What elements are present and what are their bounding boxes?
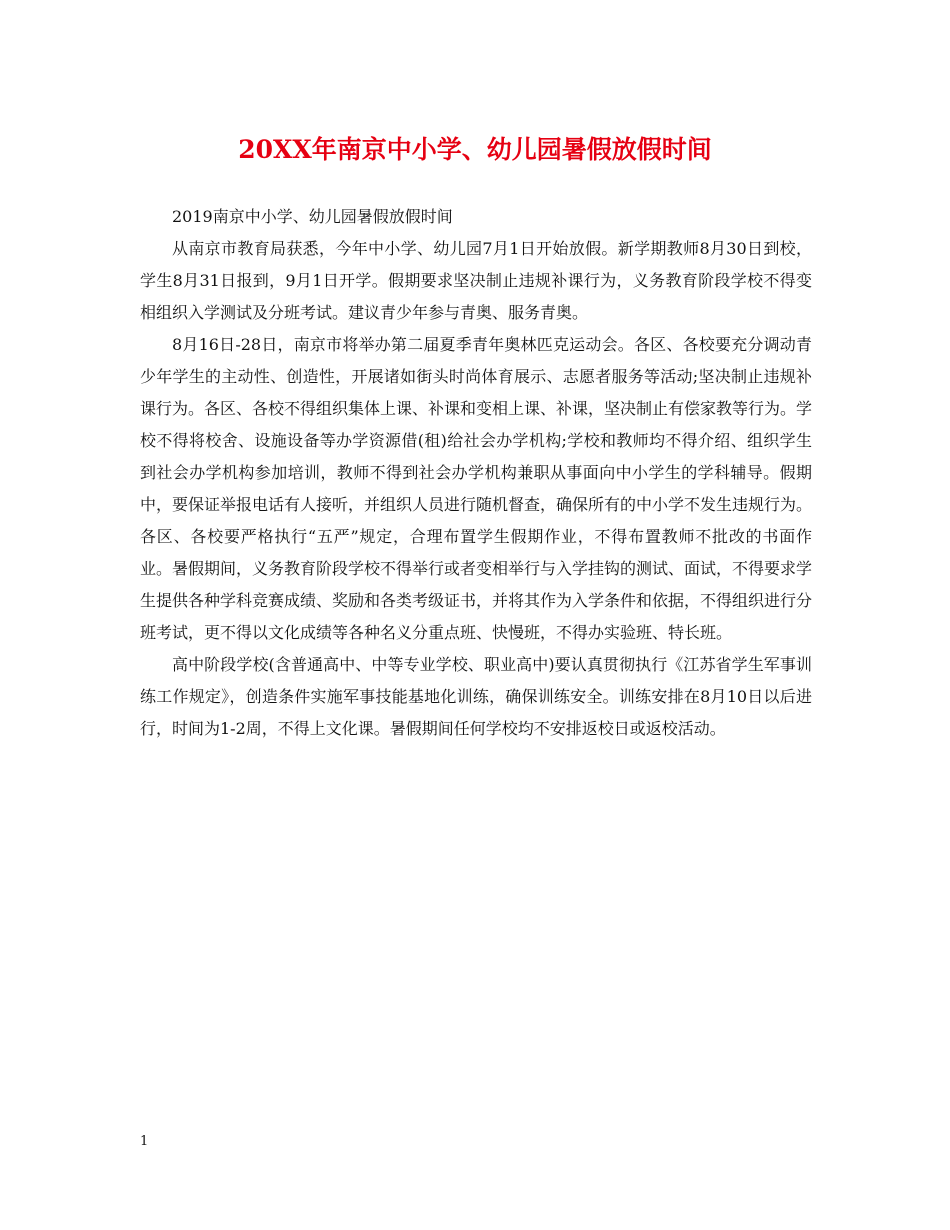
paragraph-2: 8月16日-28日，南京市将举办第二届夏季青年奥林匹克运动会。各区、各校要充分调动青少年学生的主动性、创造性，开展诸如街头时尚体育展示、志愿者服务等活动;坚决制止违规补课行为。各区、各校不得组织集体上课、补课和变相上课、补课，坚决制止有偿家教等行为。学校不得将校舍、设施设备等办学资源借(租)给社会办学机构;学校和教师均不得介绍、组织学生到社会办学机构参加培训，教师不得到社会办学机构兼职从事面向中小学生的学科辅导。假期中，要保证举报电话有人接听，并组织人员进行随机督查，确保所有的中小学不发生违规行为。各区、各校要严格执行“五严”规定，合理布置学生假期作业，不得布置教师不批改的书面作业。暑假期间，义务教育阶段学校不得举行或者变相举行与入学挂钩的测试、面试，不得要求学生提供各种学科竞赛成绩、奖励和各类考级证书，并将其作为入学条件和依据，不得组织进行分班考试，更不得以文化成绩等各种名义分重点班、快慢班，不得办实验班、特长班。 bbox=[140, 335, 813, 642]
paragraph-3: 高中阶段学校(含普通高中、中等专业学校、职业高中)要认真贯彻执行《江苏省学生军事训练工作规定》，创造条件实施军事技能基地化训练，确保训练安全。训练安排在8月10日以后进行，时间为1-2周，不得上文化课。暑假期间任何学校均不安排返校日或返校活动。 bbox=[140, 655, 812, 738]
document-body bbox=[140, 201, 812, 745]
document-title: 20XX年南京中小学、幼儿园暑假放假时间 bbox=[238, 135, 712, 164]
paragraph-1: 从南京市教育局获悉，今年中小学、幼儿园7月1日开始放假。新学期教师8月30日到校，学生8月31日报到，9月1日开学。假期要求坚决制止违规补课行为，义务教育阶段学校不得变相组织入学测试及分班考试。建议青少年参与青奥、服务青奥。 bbox=[140, 239, 812, 322]
page-number: 1 bbox=[140, 1134, 149, 1149]
paragraph-subtitle: 2019南京中小学、幼儿园暑假放假时间 bbox=[172, 207, 453, 226]
